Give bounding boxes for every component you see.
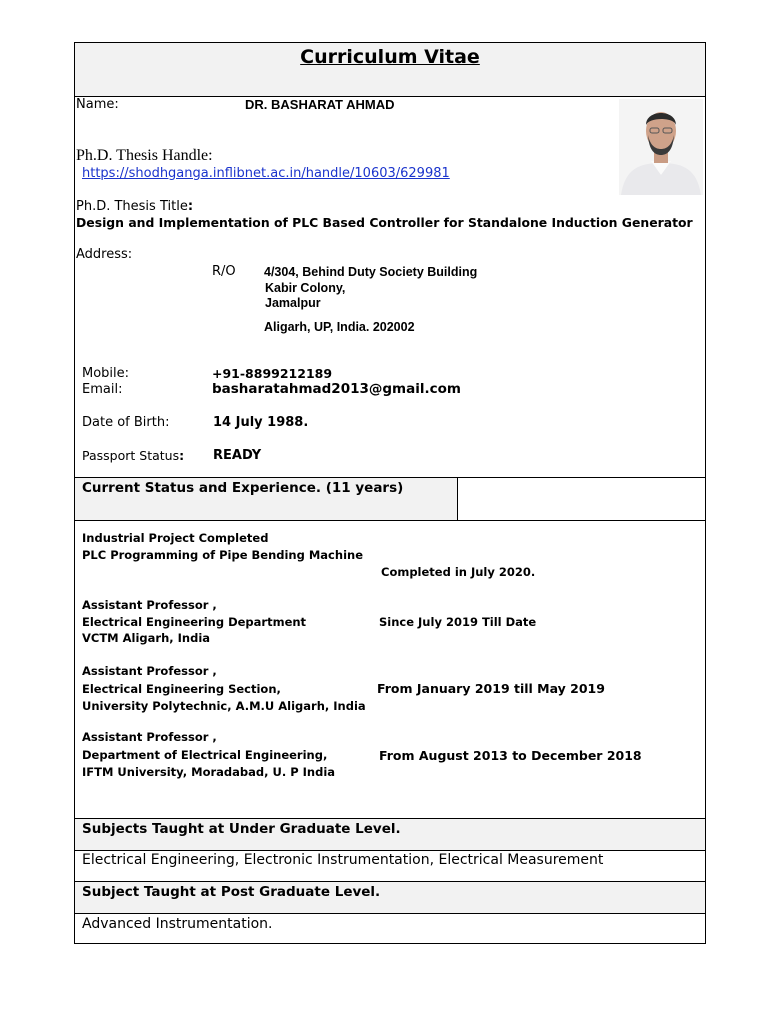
address-line-1: 4/304, Behind Duty Society Building [264, 265, 478, 279]
ug-header: Subjects Taught at Under Graduate Level. [82, 821, 401, 837]
mobile-label: Mobile: [82, 366, 130, 381]
project-title: PLC Programming of Pipe Bending Machine [82, 548, 363, 562]
entry-3-dept: Department of Electrical Engineering, [82, 748, 328, 762]
project-date: Completed in July 2020. [381, 565, 536, 579]
name-label: Name: [76, 97, 119, 112]
entry-2-period: From January 2019 till May 2019 [377, 681, 605, 696]
project-heading: Industrial Project Completed [82, 531, 269, 545]
email-label: Email: [82, 382, 123, 397]
divider-ug-bottom [75, 850, 705, 851]
passport-value: READY [213, 448, 262, 463]
entry-1-org: VCTM Aligarh, India [82, 631, 211, 645]
profile-photo [619, 99, 703, 195]
thesis-handle-link[interactable]: https://shodhganga.inflibnet.ac.in/handle/10603/629981 [82, 166, 450, 181]
entry-2-role: Assistant Professor , [82, 664, 217, 678]
dob-label: Date of Birth: [82, 415, 170, 430]
entry-1-period: Since July 2019 Till Date [379, 615, 537, 629]
email-value: basharatahmad2013@gmail.com [212, 381, 461, 397]
address-line-4: Aligarh, UP, India. 202002 [264, 320, 415, 334]
entry-2-org: University Polytechnic, A.M.U Aligarh, India [82, 699, 366, 713]
person-portrait-icon [619, 99, 703, 195]
passport-colon: : [179, 448, 185, 463]
mobile-value: +91-8899212189 [212, 366, 333, 381]
address-prefix: R/O [212, 264, 236, 279]
thesis-title-value: Design and Implementation of PLC Based Controller for Standalone Induction Generator [76, 215, 693, 230]
pg-value: Advanced Instrumentation. [82, 916, 273, 932]
entry-3-role: Assistant Professor , [82, 730, 217, 744]
address-line-2: Kabir Colony, [265, 281, 346, 295]
passport-label: Passport Status [82, 448, 180, 463]
pg-header: Subject Taught at Post Graduate Level. [82, 884, 381, 900]
entry-2-dept: Electrical Engineering Section, [82, 682, 281, 696]
address-label: Address: [76, 247, 133, 262]
address-line-3: Jamalpur [265, 296, 321, 310]
page-title: Curriculum Vitae [300, 46, 480, 68]
divider-pg-bottom [75, 913, 705, 914]
thesis-title-label-row [76, 199, 193, 214]
cv-document [74, 42, 706, 944]
ug-value: Electrical Engineering, Electronic Instrumentation, Electrical Measurement [82, 852, 604, 868]
entry-1-role: Assistant Professor , [82, 598, 217, 612]
passport-label-row [82, 448, 184, 463]
thesis-handle-label: Ph.D. Thesis Handle: [76, 147, 213, 164]
entry-3-period: From August 2013 to December 2018 [379, 748, 642, 763]
dob-value: 14 July 1988. [213, 415, 309, 430]
thesis-title-label: Ph.D. Thesis Title [76, 199, 188, 214]
experience-header-divider [457, 477, 458, 520]
experience-header: Current Status and Experience. (11 years) [82, 480, 404, 496]
name-value: DR. BASHARAT AHMAD [245, 97, 395, 112]
divider-experience-bottom [75, 520, 705, 521]
thesis-title-colon: : [187, 199, 194, 214]
entry-1-dept: Electrical Engineering Department [82, 615, 307, 629]
entry-3-org: IFTM University, Moradabad, U. P India [82, 765, 336, 779]
